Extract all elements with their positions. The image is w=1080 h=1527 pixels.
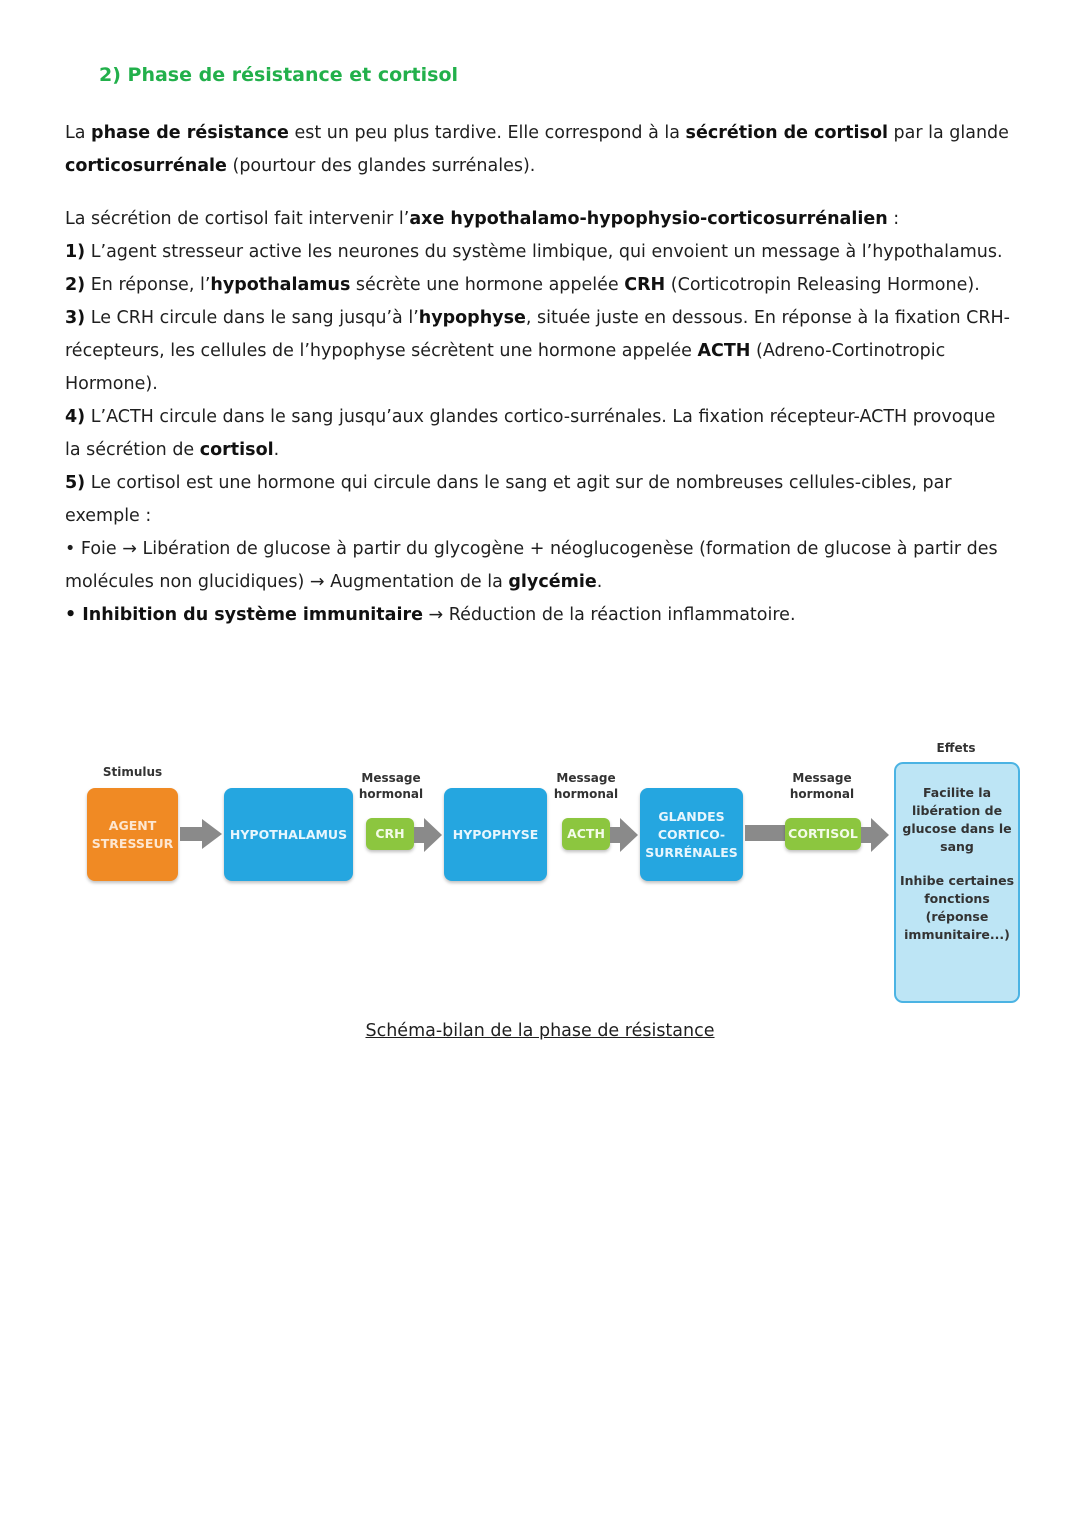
arrow-2-icon [414,818,444,852]
agent-stresseur-box: AGENT STRESSEUR [87,788,178,881]
message-hormonal-1: Message hormonal [358,771,424,801]
arrow-3-icon [610,818,640,852]
paragraph-axis [65,203,1015,632]
step-1: 1) L’agent stresseur active les neurones du système limbique, qui envoient un message à l’hypothalamus. [65,242,1003,262]
cortisol-box: CORTISOL [785,818,861,850]
message-hormonal-3: Message hormonal [789,771,855,801]
paragraph-resistance: La phase de résistance est un peu plus tardive. Elle correspond à la sécrétion de cortisol par la glande corticosurrénale (pourtour des glandes surrénales). [65,123,1009,176]
hypophyse-box: HYPOPHYSE [444,788,547,881]
effects-box [894,762,1020,1003]
step-5: 5) Le cortisol est une hormone qui circule dans le sang et agit sur de nombreuses cellules-cibles, par exemple : [65,473,952,526]
resistance-diagram [80,738,1025,1008]
bullet-foie: • Foie → Libération de glucose à partir du glycogène + néoglucogenèse (formation de glucose à partir des molécules non glucidiques) → Augmentation de la glycémie. [65,539,998,592]
effects-label: Effets [936,741,976,755]
effect-immunity: Inhibe certaines fonctions (réponse immunitaire...) [899,873,1015,942]
diagram-caption: Schéma-bilan de la phase de résistance [365,1021,715,1041]
arrow-4-icon [861,818,891,852]
step-2: 2) En réponse, l’hypothalamus sécrète une hormone appelée CRH (Corticotropin Releasing Hormone). [65,275,980,295]
axis-intro: La sécrétion de cortisol fait intervenir l’axe hypothalamo-hypophysio-corticosurrénalien : [65,209,900,229]
arrow-1-icon [180,816,224,852]
glandes-corticosurrenales-box: GLANDES CORTICO-SURRÉNALES [640,788,743,881]
acth-box: ACTH [562,818,610,850]
hypothalamus-box: HYPOTHALAMUS [224,788,353,881]
crh-box: CRH [366,818,414,850]
effect-glucose: Facilite la libération de glucose dans le sang [902,785,1012,854]
section-heading: 2) Phase de résistance et cortisol [99,64,459,86]
connector-bar-icon [745,822,785,846]
step-4: 4) L’ACTH circule dans le sang jusqu’aux glandes cortico-surrénales. La fixation récepteur-ACTH provoque la sécrétion de cortisol. [65,407,996,460]
step-3: 3) Le CRH circule dans le sang jusqu’à l’hypophyse, située juste en dessous. En réponse à la fixation CRH-récepteurs, les cellules de l’hypophyse sécrètent une hormone appelée ACTH (Adreno-Cortinotropic Hormone). [65,308,1010,394]
bullet-immunity: • Inhibition du système immunitaire → Réduction de la réaction inflammatoire. [65,605,796,625]
stimulus-label: Stimulus [102,765,163,779]
message-hormonal-2: Message hormonal [553,771,619,801]
